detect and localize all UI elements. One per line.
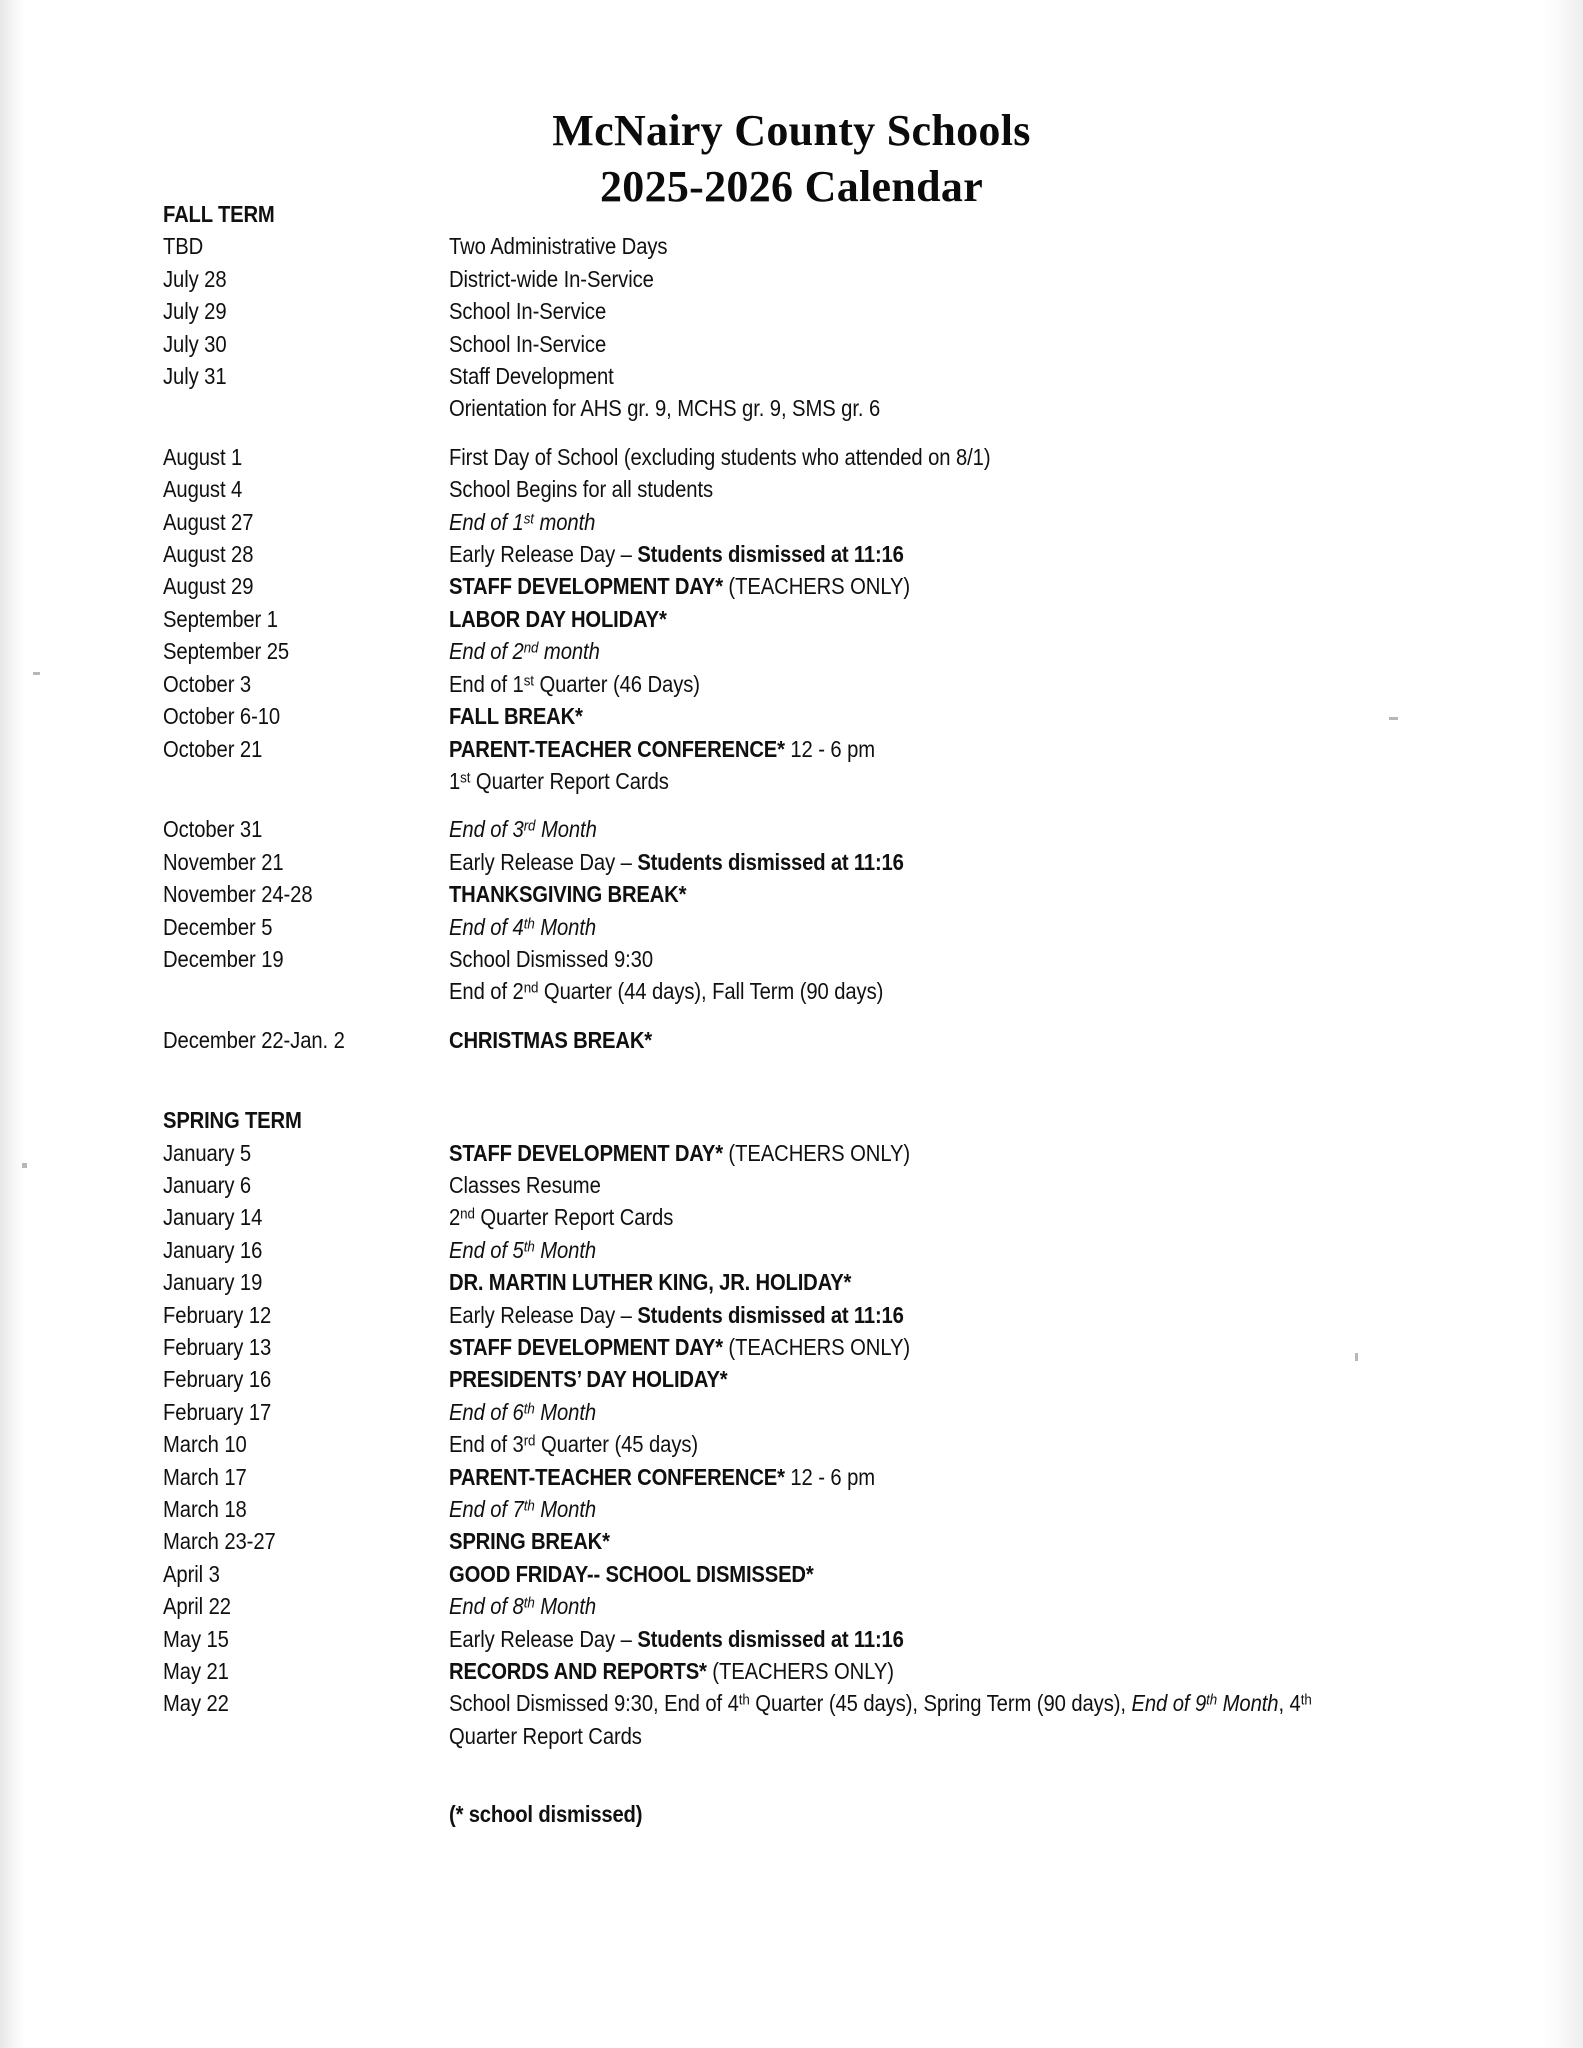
calendar-row-description: STAFF DEVELOPMENT DAY* (TEACHERS ONLY) xyxy=(449,1334,911,1360)
calendar-row xyxy=(163,813,1483,845)
calendar-row-date: November 21 xyxy=(163,848,284,875)
calendar-row-date: December 5 xyxy=(163,913,273,940)
calendar-row xyxy=(163,1331,1483,1363)
calendar-row xyxy=(163,1623,1483,1655)
calendar-row-date: February 12 xyxy=(163,1301,272,1328)
calendar-row-date: September 1 xyxy=(163,605,278,632)
calendar-row xyxy=(163,473,1483,505)
calendar-row xyxy=(163,570,1483,602)
calendar-row-date: July 29 xyxy=(163,298,227,325)
calendar-row xyxy=(163,1234,1483,1266)
calendar-row-date: January 5 xyxy=(163,1139,252,1166)
calendar-row-date: July 31 xyxy=(163,363,227,390)
calendar-row xyxy=(163,603,1483,635)
calendar-row-description: RECORDS AND REPORTS* (TEACHERS ONLY) xyxy=(449,1658,894,1685)
calendar-row xyxy=(163,1169,1483,1201)
calendar-content xyxy=(163,198,1483,1831)
calendar-row-description: PRESIDENTS’ DAY HOLIDAY* xyxy=(449,1366,728,1393)
calendar-row-description: GOOD FRIDAY-- SCHOOL DISMISSED* xyxy=(449,1560,814,1587)
calendar-row-description: End of 2nd month xyxy=(449,638,600,665)
calendar-row-description: Early Release Day – Students dismissed at 11:16 xyxy=(449,541,904,568)
calendar-row-date: September 25 xyxy=(163,638,290,665)
calendar-row xyxy=(163,441,1483,473)
calendar-row-date: February 16 xyxy=(163,1366,272,1393)
row-gap xyxy=(163,797,1483,813)
calendar-row xyxy=(163,1201,1483,1233)
calendar-row-description: LABOR DAY HOLIDAY* xyxy=(449,605,667,632)
calendar-row-date: March 23-27 xyxy=(163,1528,276,1555)
calendar-row xyxy=(163,295,1483,327)
calendar-row-date: March 10 xyxy=(163,1431,247,1458)
calendar-row-description: End of 3rd Quarter (45 days) xyxy=(449,1431,699,1458)
calendar-row-description: THANKSGIVING BREAK* xyxy=(449,881,687,908)
calendar-row xyxy=(163,506,1483,538)
calendar-row-description: SPRING BREAK* xyxy=(449,1528,610,1555)
calendar-row-description: 1st Quarter Report Cards xyxy=(449,767,669,794)
footnote: (* school dismissed) xyxy=(449,1801,643,1828)
calendar-row xyxy=(163,1299,1483,1331)
calendar-row-date: October 3 xyxy=(163,670,252,697)
calendar-row-date: August 4 xyxy=(163,476,243,503)
calendar-row-description: End of 1st month xyxy=(449,508,596,535)
calendar-row-date: August 28 xyxy=(163,541,254,568)
calendar-row xyxy=(163,360,1483,392)
calendar-row-description: End of 7th Month xyxy=(449,1496,597,1523)
calendar-row xyxy=(163,1558,1483,1590)
calendar-row-date: January 19 xyxy=(163,1269,263,1296)
calendar-row xyxy=(163,1493,1483,1525)
calendar-row xyxy=(163,1461,1483,1493)
calendar-row-date: August 29 xyxy=(163,573,254,600)
calendar-row-date: November 24-28 xyxy=(163,881,313,908)
calendar-row xyxy=(163,846,1483,878)
calendar-row-description: FALL BREAK* xyxy=(449,703,583,730)
scan-edge-right xyxy=(1543,0,1583,2048)
calendar-row xyxy=(163,1137,1483,1169)
calendar-row xyxy=(163,1363,1483,1395)
calendar-row-description: Staff Development xyxy=(449,363,614,390)
calendar-row-date: October 21 xyxy=(163,735,263,762)
calendar-row-description: End of 3rd Month xyxy=(449,816,597,843)
calendar-row-description: School Dismissed 9:30, End of 4th Quarter (45 days), Spring Term (90 days), End of 9th Month, 4th Quarter Report Cards xyxy=(449,1690,1312,1749)
spring-term-heading: SPRING TERM xyxy=(163,1107,302,1134)
calendar-row xyxy=(163,230,1483,262)
calendar-row-description: DR. MARTIN LUTHER KING, JR. HOLIDAY* xyxy=(449,1269,852,1296)
term-spacer xyxy=(163,1056,1483,1104)
calendar-row-date: August 1 xyxy=(163,443,243,470)
calendar-row xyxy=(163,765,1483,797)
calendar-row xyxy=(163,635,1483,667)
calendar-row xyxy=(163,1396,1483,1428)
title-line-school: McNairy County Schools xyxy=(552,106,1031,155)
calendar-row-date: January 6 xyxy=(163,1171,252,1198)
calendar-row-date: February 17 xyxy=(163,1398,272,1425)
calendar-row-date: TBD xyxy=(163,233,204,260)
calendar-row xyxy=(163,911,1483,943)
calendar-row-description: School In-Service xyxy=(449,298,607,325)
calendar-row-description: District-wide In-Service xyxy=(449,265,654,292)
calendar-row-date: May 15 xyxy=(163,1625,229,1652)
calendar-row-description: STAFF DEVELOPMENT DAY* (TEACHERS ONLY) xyxy=(449,1139,911,1166)
calendar-row xyxy=(163,263,1483,295)
calendar-row-date: February 13 xyxy=(163,1334,272,1360)
calendar-row-description: End of 1st Quarter (46 Days) xyxy=(449,670,700,697)
calendar-row-date: August 27 xyxy=(163,508,254,535)
calendar-row xyxy=(163,1655,1483,1687)
calendar-row-description: Early Release Day – Students dismissed at 11:16 xyxy=(449,1301,904,1328)
calendar-row xyxy=(163,328,1483,360)
fall-term-rows xyxy=(163,230,1483,1056)
calendar-row-description: Early Release Day – Students dismissed at 11:16 xyxy=(449,1625,904,1652)
calendar-row-description: PARENT-TEACHER CONFERENCE* 12 - 6 pm xyxy=(449,735,876,762)
calendar-row-description: School Dismissed 9:30 xyxy=(449,945,654,972)
calendar-row-date: October 31 xyxy=(163,816,263,843)
calendar-row-date: May 21 xyxy=(163,1658,229,1685)
calendar-row-date: May 22 xyxy=(163,1690,229,1717)
calendar-row-date: March 17 xyxy=(163,1463,247,1490)
scan-speck xyxy=(22,1163,27,1168)
calendar-row xyxy=(163,1266,1483,1298)
calendar-row-date: October 6-10 xyxy=(163,703,281,730)
calendar-row-date: July 28 xyxy=(163,265,227,292)
calendar-row-description: End of 5th Month xyxy=(449,1236,597,1263)
calendar-row-date: July 30 xyxy=(163,330,227,357)
scan-speck xyxy=(33,672,40,675)
calendar-row-description: Orientation for AHS gr. 9, MCHS gr. 9, SMS gr. 6 xyxy=(449,395,881,422)
calendar-row-description: Classes Resume xyxy=(449,1171,601,1198)
calendar-row xyxy=(163,1024,1483,1056)
calendar-row-description: Two Administrative Days xyxy=(449,233,668,260)
calendar-row-date: December 19 xyxy=(163,945,284,972)
calendar-row xyxy=(163,1687,1483,1752)
calendar-row xyxy=(163,392,1483,424)
row-gap xyxy=(163,425,1483,441)
calendar-row xyxy=(163,878,1483,910)
calendar-row-date: December 22-Jan. 2 xyxy=(163,1026,345,1053)
calendar-row-description: End of 4th Month xyxy=(449,913,597,940)
calendar-row-description: CHRISTMAS BREAK* xyxy=(449,1026,652,1053)
calendar-row xyxy=(163,1525,1483,1557)
calendar-row-description: End of 8th Month xyxy=(449,1593,597,1620)
calendar-row xyxy=(163,1590,1483,1622)
calendar-row-description: End of 6th Month xyxy=(449,1398,597,1425)
calendar-row-description: Early Release Day – Students dismissed at 11:16 xyxy=(449,848,904,875)
calendar-row-description: End of 2nd Quarter (44 days), Fall Term (90 days) xyxy=(449,978,884,1005)
calendar-row-date: January 16 xyxy=(163,1236,263,1263)
calendar-row xyxy=(163,733,1483,765)
calendar-row-description: PARENT-TEACHER CONFERENCE* 12 - 6 pm xyxy=(449,1463,876,1490)
calendar-row-description: STAFF DEVELOPMENT DAY* (TEACHERS ONLY) xyxy=(449,573,911,600)
calendar-row-date: April 3 xyxy=(163,1560,220,1587)
calendar-row xyxy=(163,668,1483,700)
calendar-row xyxy=(163,943,1483,975)
calendar-row-description: 2nd Quarter Report Cards xyxy=(449,1204,674,1231)
spring-term-rows xyxy=(163,1137,1483,1753)
calendar-row-date: March 18 xyxy=(163,1496,247,1523)
fall-term-heading: FALL TERM xyxy=(163,201,275,227)
calendar-row-description: First Day of School (excluding students who attended on 8/1) xyxy=(449,443,991,470)
calendar-row xyxy=(163,538,1483,570)
row-gap xyxy=(163,1008,1483,1024)
calendar-row-description: School In-Service xyxy=(449,330,607,357)
scan-edge-left xyxy=(0,0,26,2048)
calendar-row xyxy=(163,700,1483,732)
title-line-year: 2025-2026 Calendar xyxy=(599,162,984,211)
calendar-row xyxy=(163,975,1483,1007)
calendar-row-date: January 14 xyxy=(163,1204,263,1231)
calendar-row-date: April 22 xyxy=(163,1593,231,1620)
calendar-row-description: School Begins for all students xyxy=(449,476,714,503)
calendar-row xyxy=(163,1428,1483,1460)
